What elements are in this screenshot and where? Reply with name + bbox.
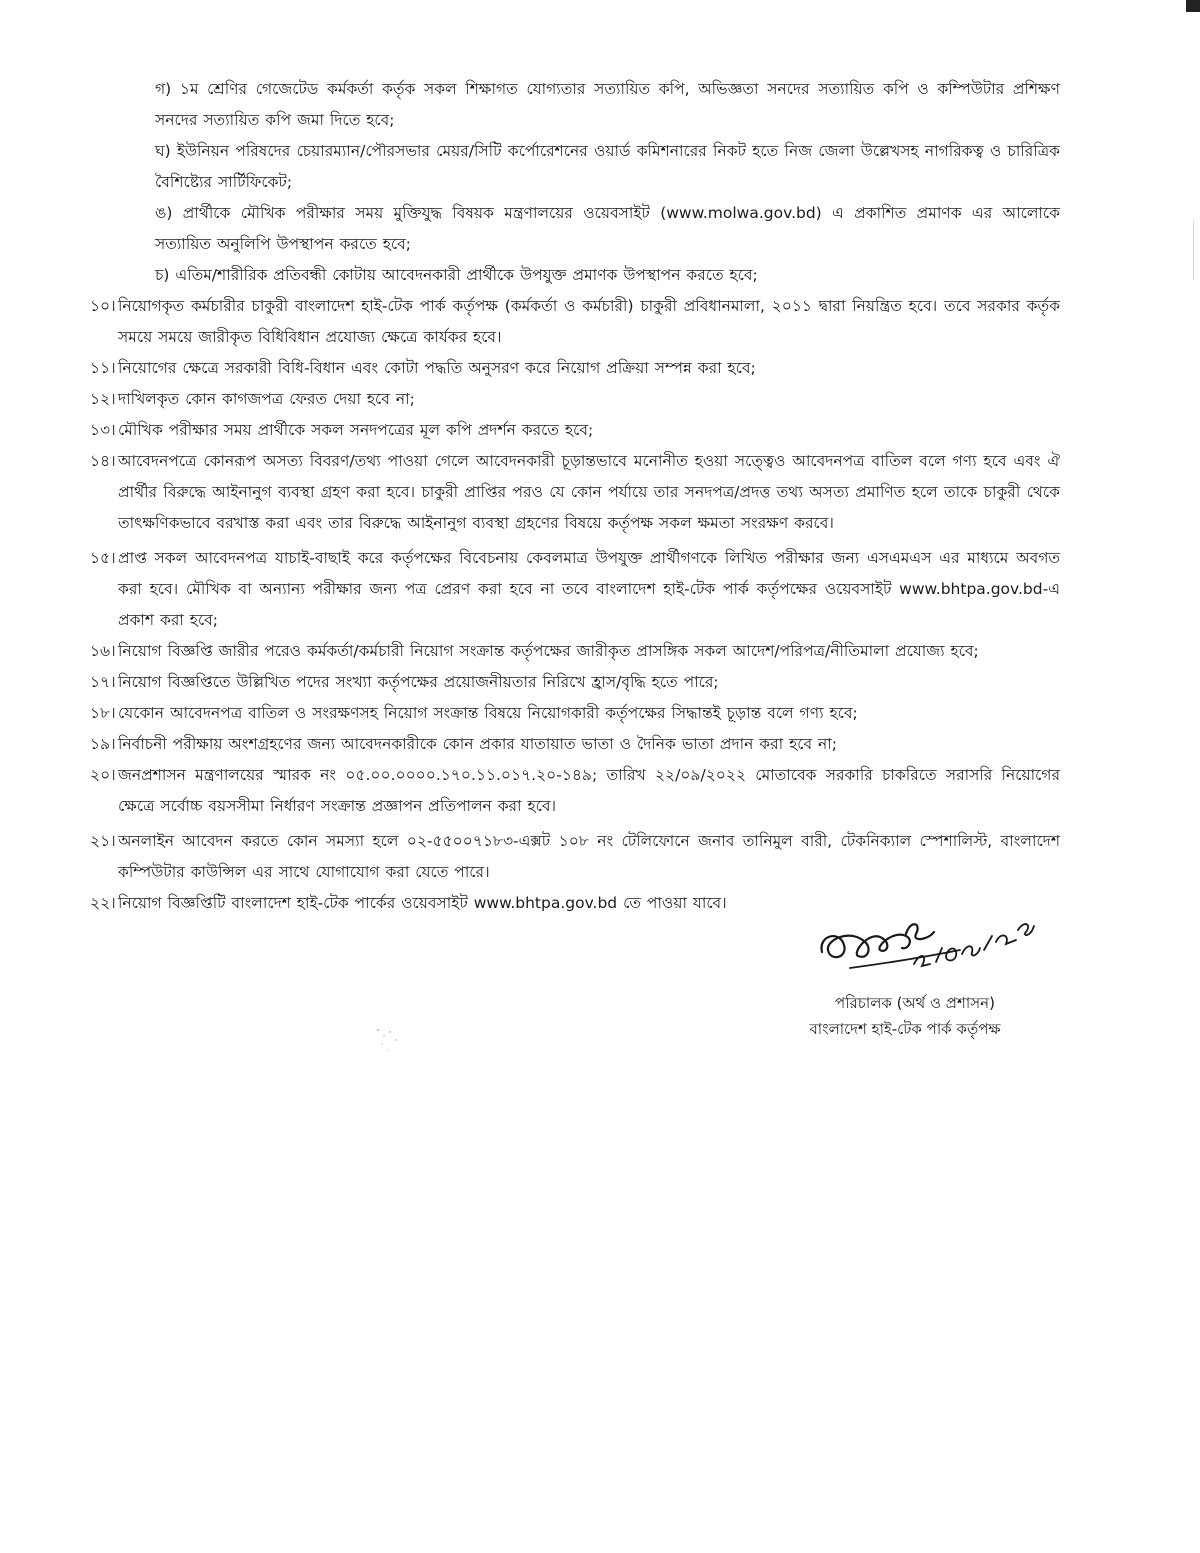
item-text: দাখিলকৃত কোন কাগজপত্র ফেরত দেয়া হবে না; [118, 390, 415, 408]
item-number: ২০। [90, 766, 116, 784]
scan-corner-mark [1186, 0, 1200, 12]
item-text: নিয়োগ বিজ্ঞপ্তি জারীর পরেও কর্মকর্তা/কর্মচারী নিয়োগ সংক্রান্ত কর্তৃপক্ষের জারীকৃত প্রাসঙ্গিক সকল আদেশ/পরিপত্র/নীতিমালা প্রযোজ্য হবে; [118, 642, 979, 660]
list-item-14 [90, 446, 1060, 539]
item-number: ১৮। [90, 704, 116, 722]
item-number: ১০। [90, 297, 116, 315]
item-text: প্রাপ্ত সকল আবেদনপত্র যাচাই-বাছাই করে কর্তৃপক্ষের বিবেচনায় কেবলমাত্র উপযুক্ত প্রার্থীগণকে লিখিত পরীক্ষার জন্য এসএমএস এর মাধ্যমে অবগত করা হবে। মৌখিক বা অন্যান্য পরীক্ষার জন্য পত্র প্রেরণ করা হবে না তবে বাংলাদেশ হাই-টেক পার্ক কর্তৃপক্ষের ওয়েবসাইট www.bhtpa.gov.bd-এ প্রকাশ করা হবে; [118, 549, 1060, 629]
clause-list [0, 74, 1200, 919]
list-item-17 [90, 667, 1060, 698]
list-item-18 [90, 698, 1060, 729]
clause-ga [155, 74, 1060, 136]
clause-gha [155, 136, 1060, 198]
item-text: নিয়োগ বিজ্ঞপ্তিতে উল্লিখিত পদের সংখ্যা কর্তৃপক্ষের প্রয়োজনীয়তার নিরিখে হ্রাস/বৃদ্ধি হতে পারে; [118, 673, 719, 691]
item-number: ২২। [90, 894, 116, 912]
list-item-11 [90, 353, 1060, 384]
item-text: অনলাইন আবেদন করতে কোন সমস্যা হলে ০২-৫৫০০৭১৮৩-এক্সট ১০৮ নং টেলিফোনে জনাব তানিমুল বারী, টেকনিক্যাল স্পেশালিস্ট, বাংলাদেশ কম্পিউটার কাউন্সিল এর সাথে যোগাযোগ করা যেতে পারে। [118, 832, 1060, 881]
item-number: ১৪। [90, 452, 116, 470]
handwritten-signature [810, 890, 1040, 990]
item-text: মৌখিক পরীক্ষার সময় প্রার্থীকে সকল সনদপত্রের মূল কপি প্রদর্শন করতে হবে; [118, 421, 594, 439]
signatory-title: পরিচালক (অর্থ ও প্রশাসন) [835, 994, 995, 1012]
item-text: আবেদনপত্রে কোনরূপ অসত্য বিবরণ/তথ্য পাওয়া গেলে আবেদনকারী চূড়ান্তভাবে মনোনীত হওয়া সত্ত্বেও আবেদনপত্র বাতিল বলে গণ্য হবে এবং ঐ প্রার্থীর বিরুদ্ধে আইনানুগ ব্যবস্থা গ্রহণ করা হবে। চাকুরী প্রাপ্তির পরও যে কোন পর্যায়ে তার সনদপত্র/প্রদত্ত তথ্য অসত্য প্রমাণিত হলে তাকে চাকুরী থেকে তাৎক্ষণিকভাবে বরখাস্ত করা এবং তার বিরুদ্ধে আইনানুগ ব্যবস্থা গ্রহণের বিষয়ে কর্তৃপক্ষ সকল ক্ষমতা সংরক্ষণ করবে। [118, 452, 1060, 532]
item-number: ১৩। [90, 421, 116, 439]
list-item-13 [90, 415, 1060, 446]
clause-gha-text: ঘ) ইউনিয়ন পরিষদের চেয়ারম্যান/পৌরসভার মেয়র/সিটি কর্পোরেশনের ওয়ার্ড কমিশনারের নিকট হতে নিজ জেলা উল্লেখসহ নাগরিকত্ব ও চারিত্রিক বৈশিষ্ট্যের সার্টিফিকেট; [155, 142, 1060, 191]
item-number: ২১। [90, 832, 116, 850]
list-item-12 [90, 384, 1060, 415]
item-number: ১৭। [90, 673, 116, 691]
clause-uma [155, 198, 1060, 260]
list-item-10 [90, 291, 1060, 353]
clause-uma-text: ঙ) প্রার্থীকে মৌখিক পরীক্ষার সময় মুক্তিযুদ্ধ বিষয়ক মন্ত্রণালয়ের ওয়েবসাইট (www.molwa.gov.bd) এ প্রকাশিত প্রমাণক এর আলোকে সত্যায়িত অনুলিপি উপস্থাপন করতে হবে; [155, 204, 1060, 253]
item-text: যেকোন আবেদনপত্র বাতিল ও সংরক্ষণসহ নিয়োগ সংক্রান্ত বিষয়ে নিয়োগকারী কর্তৃপক্ষের সিদ্ধান্তই চূড়ান্ত বলে গণ্য হবে; [118, 704, 858, 722]
item-text: নির্বাচনী পরীক্ষায় অংশগ্রহণের জন্য আবেদনকারীকে কোন প্রকার যাতায়াত ভাতা ও দৈনিক ভাতা প্রদান করা হবে না; [118, 735, 837, 753]
item-number: ১২। [90, 390, 116, 408]
scan-specks [370, 1020, 410, 1060]
clause-cha-text: চ) এতিম/শারীরিক প্রতিবন্ধী কোটায় আবেদনকারী প্রার্থীকে উপযুক্ত প্রমাণক উপস্থাপন করতে হবে; [155, 266, 758, 284]
list-item-15 [90, 543, 1060, 636]
item-number: ১৯। [90, 735, 116, 753]
clause-ga-text: গ) ১ম শ্রেণির গেজেটেড কর্মকর্তা কর্তৃক সকল শিক্ষাগত যোগ্যতার সত্যায়িত কপি, অভিজ্ঞতা সনদের সত্যায়িত কপি ও কম্পিউটার প্রশিক্ষণ সনদের সত্যায়িত কপি জমা দিতে হবে; [155, 80, 1060, 129]
signatory-organization: বাংলাদেশ হাই-টেক পার্ক কর্তৃপক্ষ [809, 1020, 1001, 1038]
item-text: নিয়োগ বিজ্ঞপ্তিটি বাংলাদেশ হাই-টেক পার্কের ওয়েবসাইট www.bhtpa.gov.bd তে পাওয়া যাবে। [118, 894, 727, 912]
list-item-20 [90, 760, 1060, 822]
item-text: নিয়োগের ক্ষেত্রে সরকারী বিধি-বিধান এবং কোটা পদ্ধতি অনুসরণ করে নিয়োগ প্রক্রিয়া সম্পন্ন করা হবে; [118, 359, 756, 377]
clause-cha [155, 260, 1060, 291]
list-item-21 [90, 826, 1060, 888]
list-item-16 [90, 636, 1060, 667]
list-item-19 [90, 729, 1060, 760]
signature-block [760, 890, 1080, 1070]
item-number: ১৫। [90, 549, 116, 567]
item-text: জনপ্রশাসন মন্ত্রণালয়ের স্মারক নং ০৫.০০.০০০০.১৭০.১১.০১৭.২০-১৪৯; তারিখ ২২/০৯/২০২২ মোতাবেক সরকারি চাকরিতে সরাসরি নিয়োগের ক্ষেত্রে সর্বোচ্চ বয়সসীমা নির্ধারণ সংক্রান্ত প্রজ্ঞাপন প্রতিপালন করা হবে। [118, 766, 1060, 815]
item-number: ১১। [90, 359, 116, 377]
item-number: ১৬। [90, 642, 116, 660]
item-text: নিয়োগকৃত কর্মচারীর চাকুরী বাংলাদেশ হাই-টেক পার্ক কর্তৃপক্ষ (কর্মকর্তা ও কর্মচারী) চাকুরী প্রবিধানমালা, ২০১১ দ্বারা নিয়ন্ত্রিত হবে। তবে সরকার কর্তৃক সময়ে সময়ে জারীকৃত বিধিবিধান প্রযোজ্য ক্ষেত্রে কার্যকর হবে। [118, 297, 1060, 346]
